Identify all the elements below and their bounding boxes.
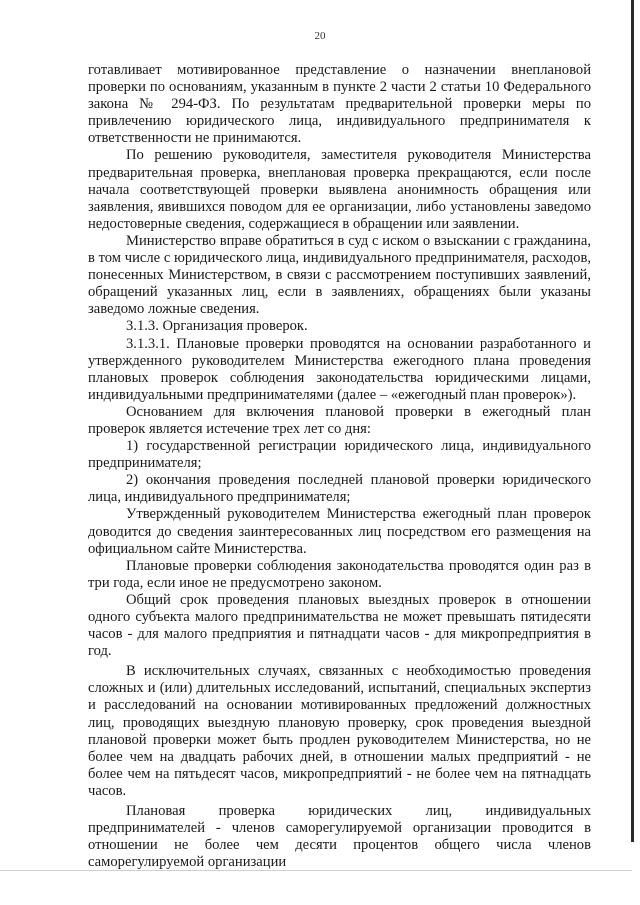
list-item: 2) окончания проведения последней плановой проверки юридического лица, индивидуального предпринимателя; — [88, 472, 591, 506]
page-number: 20 — [314, 30, 326, 42]
paragraph: Общий срок проведения плановых выездных проверок в отношении одного субъекта малого предпринимательства не может превышать пятидесяти часов - для малого предприятия и пятнадцати часов - для микропредприятия в год. — [88, 591, 591, 660]
list-item: 1) государственной регистрации юридического лица, индивидуального предпринимателя; — [88, 438, 591, 472]
paragraph: В исключительных случаях, связанных с необходимостью проведения сложных и (или) длительных исследований, испытаний, специальных экспертиз и расследований на основании мотивированных предложений должностных лиц, проводящих выездную плановую проверку, срок проведения выездной плановой проверки может быть продлен руководителем Министерства, но не более чем на двадцать рабочих дней, в отношении малых предприятий - не более чем на пятьдесят часов, микропредприятий - не более чем на пятнадцать часов. — [88, 663, 591, 799]
scan-bottom-line — [0, 870, 632, 871]
section-heading: 3.1.3. Организация проверок. — [126, 318, 308, 335]
scan-edge-line — [631, 0, 634, 842]
paragraph: 3.1.3.1. Плановые проверки проводятся на основании разработанного и утвержденного руководителем Министерства ежегодного плана проведения плановых проверок соблюдения законодательства юридическими лицами, индивидуальными предпринимателями (далее – «ежегодный план проверок»). — [88, 335, 591, 403]
paragraph: Министерство вправе обратиться в суд с иском о взыскании с гражданина, в том числе с юридического лица, индивидуального предпринимателя, расходов, понесенных Министерством, в связи с рассмотрением поступивших заявлений, обращений указанных лиц, если в заявлениях, обращениях были указаны заведомо ложные сведения. — [88, 232, 591, 318]
paragraph: Утвержденный руководителем Министерства ежегодный план проверок доводится до сведения заинтересованных лиц посредством его размещения на официальном сайте Министерства. — [88, 506, 591, 557]
paragraph: Основанием для включения плановой проверки в ежегодный план проверок является истечение трех лет со дня: — [88, 403, 591, 437]
document-body — [88, 62, 591, 871]
paragraph: готавливает мотивированное представление о назначении внеплановой проверки по основаниям, указанным в пункте 2 части 2 статьи 10 Федерального закона № 294-ФЗ. По результатам предварительной проверки меры по привлечению юридического лица, индивидуального предпринимателя к ответственности не принимаются. — [88, 62, 591, 147]
paragraph: Плановая проверка юридических лиц, индивидуальных предпринимателей - членов саморегулируемой организации проводится в отношении не более чем десяти процентов общего числа членов саморегулируемой организации — [88, 803, 591, 871]
paragraph: Плановые проверки соблюдения законодательства проводятся один раз в три года, если иное не предусмотрено законом. — [88, 557, 591, 591]
paragraph: По решению руководителя, заместителя руководителя Министерства предварительная проверка, внеплановая проверка прекращаются, если после начала соответствующей проверки выявлена анонимность обращения или заявления, явившихся поводом для ее организации, либо установлены заведомо недостоверные сведения, содержащиеся в обращении или заявлении. — [88, 147, 591, 232]
